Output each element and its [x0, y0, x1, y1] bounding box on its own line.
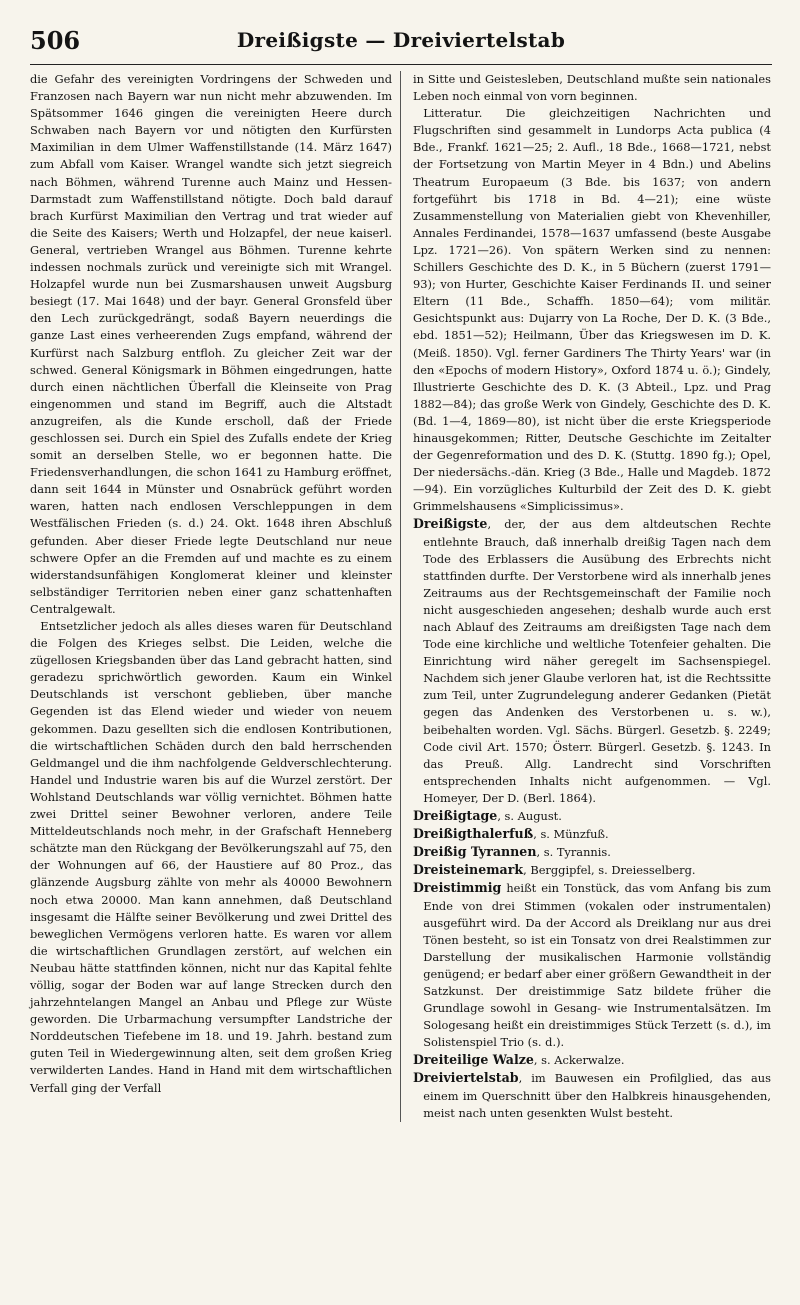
entry-text: , im Bauwesen ein Profilglied, das aus einem im Querschnitt über den Halbkreis hinausgehenden, meist nach unten gesenkten Wulst besteht. — [423, 1071, 771, 1120]
entry-headword: Dreistimmig — [413, 880, 502, 896]
dictionary-entry — [413, 843, 771, 861]
entry-text: , Berggipfel, s. Dreiesselberg. — [523, 863, 696, 878]
body-paragraph: Entsetzlicher jedoch als alles dieses waren für Deutschland die Folgen des Krieges selbst. Die Leiden, welche die zügellosen Kriegsbanden über das Land gebracht hatten, sind geradezu sprichwörtlich geworden. Kaum ein Winkel Deutschlands ist verschont geblieben, über manche Gegenden ist das Elend wieder und wieder von neuem gekommen. Dazu gesellten sich die endlosen Kontributionen, die wirtschaftlichen Schäden durch den bald herrschenden Geldmangel und die ihm nachfolgende Geldverschlechterung. Handel und Industrie waren bis auf die Wurzel zerstört. Der Wohlstand Deutschlands war völlig vernichtet. Böhmen hatte zwei Drittel seiner Bewohner verloren, andere Teile Mitteldeutschlands noch mehr, in der Grafschaft Henneberg schätzte man den Rückgang der Bevölkerungszahl auf 75, den der Wohnungen auf 66, der Haustiere auf 80 Proz., das glänzende Augsburg zählte von mehr als 40000 Bewohnern noch etwa 20000. Man kann annehmen, daß Deutschland insgesamt die Hälfte seiner Bevölkerung und zwei Drittel des beweglichen Vermögens verloren hatte. Es waren vor allem die wirtschaftlichen Grundlagen zerstört, auf welchen ein Neubau hätte stattfinden können, nicht nur das Kapital fehlte völlig, sogar der Boden war auf lange Strecken durch den jahrzehntelangen Mangel an Anbau und Pflege zur Wüste geworden. Die Urbarmachung versumpfter Landstriche der Norddeutschen Tiefebene im 18. und 19. Jahrh. bestand zum guten Teil in Wiedergewinnung alten, seit dem großen Krieg verwilderten Landes. Hand in Hand mit dem wirtschaftlichen Verfall ging der Verfall — [30, 619, 392, 1095]
dictionary-entry — [413, 515, 771, 807]
dictionary-entry — [413, 1051, 771, 1069]
right-column — [401, 71, 771, 1122]
entry-headword: Dreiteilige Walze — [413, 1052, 534, 1068]
body-paragraph: die Gefahr des vereinigten Vordringens der Schweden und Franzosen nach Bayern war nun nicht mehr abzuwenden. Im Spätsommer 1646 gingen die vereinigten Heere durch Schwaben nach Bayern vor und nötigten den Kurfürsten Maximilian in dem Ulmer Waffenstillstande (14. März 1647) zum Abfall vom Kaiser. Wrangel wandte sich jetzt siegreich nach Böhmen, während Turenne auch Mainz und Hessen-Darmstadt zum Waffenstillstand nötigte. Doch bald darauf brach Kurfürst Maximilian den Vertrag und trat wieder auf die Seite des Kaisers; Werth und Holzapfel, der neue kaiserl. General, vertrieben Wrangel aus Böhmen. Turenne kehrte indessen nochmals zurück und vereinigte sich mit Wrangel. Holzapfel wurde nun bei Zusmarshausen unweit Augsburg besiegt (17. Mai 1648) und der bayr. General Gronsfeld über den Lech zurückgedrängt, sodaß Bayern neuerdings die ganze Last eines verheerenden Zugs empfand, während der Kurfürst nach Salzburg entfloh. Zu gleicher Zeit war der schwed. General Königsmark in Böhmen eingedrungen, hatte durch einen nächtlichen Überfall die Kleinseite von Prag eingenommen und stand im Begriff, auch die Altstadt anzugreifen, als die Kunde erscholl, daß der Friede geschlossen sei. Durch ein Spiel des Zufalls endete der Krieg somit an derselben Stelle, wo er begonnen hatte. Die Friedensverhandlungen, die schon 1641 zu Hamburg eröffnet, dann seit 1644 in Münster und Osnabrück geführt worden waren, hatten nach endlosen Verschleppungen in dem Westfälischen Frieden (s. d.) 24. Okt. 1648 ihren Abschluß gefunden. Aber dieser Friede legte Deutschland nur neue schwere Opfer an die Fremden auf und machte es zu einem widerstandsunfähigen Konglomerat kleiner und kleinster selbständiger Territorien neben einer ganz schattenhaften Centralgewalt. — [30, 72, 392, 616]
entry-text: , s. Ackerwalze. — [533, 1053, 625, 1068]
entry-text: , s. August. — [497, 809, 562, 824]
page-header — [30, 24, 772, 65]
page-number: 506 — [30, 26, 81, 55]
dictionary-entry — [413, 807, 771, 825]
entry-headword: Dreißigthalerfuß — [413, 826, 534, 842]
entry-headword: Dreisteinemark — [413, 862, 524, 878]
entry-text: , s. Tyrannis. — [536, 845, 611, 860]
running-title: Dreißigste — Dreiviertelstab — [236, 28, 566, 52]
dictionary-entry — [413, 861, 771, 879]
body-paragraph: in Sitte und Geistesleben, Deutschland mußte sein nationales Leben noch einmal von vorn beginnen. — [413, 72, 771, 104]
entry-text: , der, der aus dem altdeutschen Rechte entlehnte Brauch, daß innerhalb dreißig Tagen nach dem Tode des Erblassers die Ausübung des Erbrechts nicht stattfinden durfte. Der Verstorbene wird als innerhalb jenes Zeitraums aus der Rechtsgemeinschaft der Familie noch nicht ausgeschieden angesehen; deshalb wurde auch erst nach Ablauf des Zeitraums am dreißigsten Tage nach dem Tode eine kirchliche und weltliche Totenfeier gehalten. Die Einrichtung wird näher geregelt im Sachsenspiegel. Nachdem sich jener Glaube verloren hat, ist die Rechtssitte zum Teil, unter Zugrundelegung anderer Gedanken (Pietät gegen das Andenken des Verstorbenen u. s. w.), beibehalten worden. Vgl. Sächs. Bürgerl. Gesetzb. §. 2249; Code civil Art. 1570; Österr. Bürgerl. Gesetzb. §. 1243. In das Preuß. Allg. Landrecht sind Vorschriften entsprechenden Inhalts nicht aufgenommen. — Vgl. Homeyer, Der D. (Berl. 1864). — [423, 517, 771, 805]
text-columns — [30, 71, 772, 1122]
left-column — [30, 71, 400, 1122]
dictionary-entry — [413, 879, 771, 1051]
entry-headword: Dreißigtage — [413, 808, 498, 824]
entry-text: heißt ein Tonstück, das vom Anfang bis zum Ende von drei Stimmen (vokalen oder instrumentalen) ausgeführt wird. Da der Accord als Dreiklang nur aus drei Tönen besteht, so ist ein Tonsatz von drei Realstimmen zur Darstellung der musikalischen Harmonie vollständig genügend; er bedarf aber einer größern Gewandtheit in der Satzkunst. Der dreistimmige Satz bildete früher die Grundlage sowohl in Gesang- wie Instrumentalsätzen. Im Sologesang heißt ein dreistimmiges Stück Terzett (s. d.), im Solistenspiel Trio (s. d.). — [423, 881, 771, 1050]
entry-headword: Dreißig Tyrannen — [413, 844, 537, 860]
entry-text: , s. Münzfuß. — [533, 827, 609, 842]
entry-headword: Dreiviertelstab — [413, 1070, 519, 1086]
entry-headword: Dreißigste — [413, 516, 488, 532]
literature-paragraph: Litteratur. Die gleichzeitigen Nachrichten und Flugschriften sind gesammelt in Lundorps Acta publica (4 Bde., Frankf. 1621—25; 2. Aufl., 18 Bde., 1668—1721, nebst der Fortsetzung von Martin Meyer in 4 Bdn.) und Abelins Theatrum Europaeum (3 Bde. bis 1637; von andern fortgeführt bis 1718 in Bd. 4—21); eine wüste Zusammenstellung von Materialien giebt von Khevenhiller, Annales Ferdinandei, 1578—1637 umfassend (beste Ausgabe Lpz. 1721—26). Von spätern Werken sind zu nennen: Schillers Geschichte des D. K., in 5 Büchern (zuerst 1791—93); von Hurter, Geschichte Kaiser Ferdinands II. und seiner Eltern (11 Bde., Schaffh. 1850—64); vom militär. Gesichtspunkt aus: Dujarry von La Roche, Der D. K. (3 Bde., ebd. 1851—52); Heilmann, Über das Kriegswesen im D. K. (Meiß. 1850). Vgl. ferner Gardiners The Thirty Years' war (in den «Epochs of modern History», Oxford 1874 u. ö.); Gindely, Illustrierte Geschichte des D. K. (3 Abteil., Lpz. und Prag 1882—84); das große Werk von Gindely, Geschichte des D. K. (Bd. 1—4, 1869—80), ist nicht über die erste Kriegsperiode hinausgekommen; Ritter, Deutsche Geschichte im Zeitalter der Gegenreformation und des D. K. (Stuttg. 1890 fg.); Opel, Der niedersächs.-dän. Krieg (3 Bde., Halle und Magdeb. 1872—94). Ein vorzügliches Kulturbild der Zeit des D. K. giebt Grimmelshausens «Simplicissimus». — [413, 106, 771, 514]
dictionary-entry — [413, 825, 771, 843]
dictionary-entry — [413, 1069, 771, 1121]
